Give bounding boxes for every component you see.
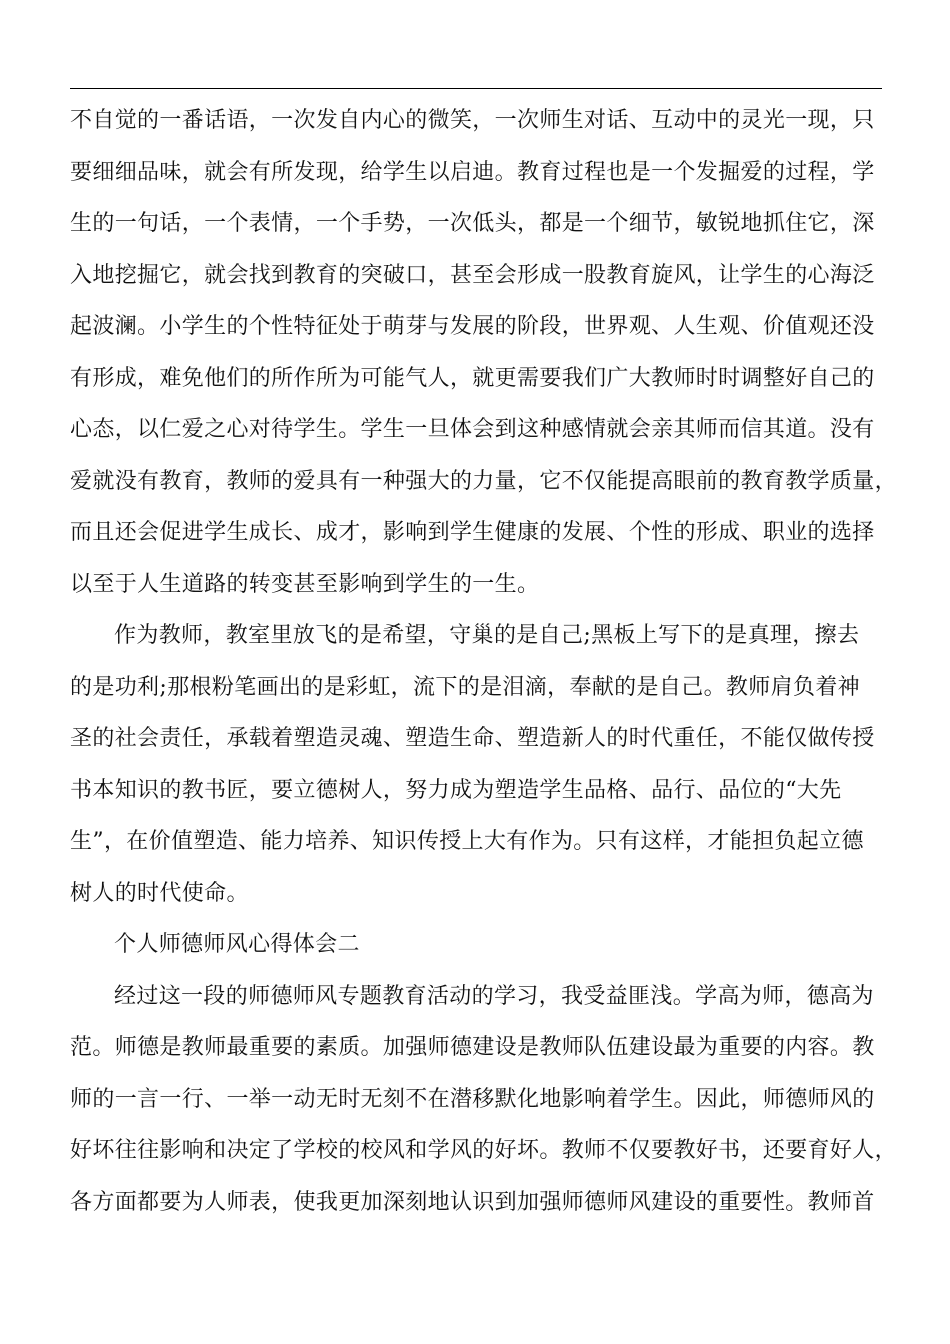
section-title: 个人师德师风心得体会二 (114, 932, 360, 957)
text-line: 生的一句话，一个表情，一个手势，一次低头，都是一个细节，敏锐地抓住它，深 (70, 211, 875, 236)
paragraph-2 (70, 610, 882, 919)
body-text (70, 95, 897, 1228)
text-line: 起波澜。小学生的个性特征处于萌芽与发展的阶段，世界观、人生观、价值观还没 (70, 314, 875, 339)
text-line: 范。师德是教师最重要的素质。加强师德建设是教师队伍建设最为重要的内容。教 (70, 1035, 875, 1060)
text-line: 心态，以仁爱之心对待学生。学生一旦体会到这种感情就会亲其师而信其道。没有 (70, 417, 875, 442)
header-rule (70, 88, 882, 89)
section-heading (70, 919, 882, 971)
text-line: 以至于人生道路的转变甚至影响到学生的一生。 (70, 571, 540, 597)
text-line: 不自觉的一番话语，一次发自内心的微笑，一次师生对话、互动中的灵光一现，只 (70, 108, 875, 133)
text-line: 而且还会促进学生成长、成才，影响到学生健康的发展、个性的形成、职业的选择 (70, 520, 875, 545)
paragraph-3 (70, 971, 897, 1229)
text-line: 树人的时代使命。 (70, 880, 249, 906)
text-line: 作为教师，教室里放飞的是希望，守巢的是自己;黑板上写下的是真理，擦去 (114, 623, 860, 648)
text-line: 好坏往往影响和决定了学校的校风和学风的好坏。教师不仅要教好书，还要育好人， (70, 1138, 897, 1163)
text-line: 爱就没有教育，教师的爱具有一种强大的力量，它不仅能提高眼前的教育教学质量， (70, 468, 897, 494)
text-line: 要细细品味，就会有所发现，给学生以启迪。教育过程也是一个发掘爱的过程，学 (70, 159, 875, 185)
text-line: 各方面都要为人师表，使我更加深刻地认识到加强师德师风建设的重要性。教师首 (70, 1189, 875, 1215)
paragraph-1 (70, 95, 897, 610)
text-line: 书本知识的教书匠，要立德树人，努力成为塑造学生品格、品行、品位的“大先 (70, 777, 842, 803)
text-line: 圣的社会责任，承载着塑造灵魂、塑造生命、塑造新人的时代重任，不能仅做传授 (70, 726, 875, 751)
text-line: 经过这一段的师德师风专题教育活动的学习，我受益匪浅。学高为师，德高为 (114, 983, 874, 1009)
text-line: 师的一言一行、一举一动无时无刻不在潜移默化地影响着学生。因此，师德师风的 (70, 1086, 875, 1112)
text-line: 生”，在价值塑造、能力培养、知识传授上大有作为。只有这样，才能担负起立德 (70, 829, 864, 854)
text-line: 入地挖掘它，就会找到教育的突破口，甚至会形成一股教育旋风，让学生的心海泛 (70, 262, 875, 288)
text-line: 的是功利;那根粉笔画出的是彩虹，流下的是泪滴，奉献的是自己。教师肩负着神 (70, 674, 861, 700)
text-line: 有形成，难免他们的所作所为可能气人，就更需要我们广大教师时时调整好自己的 (70, 365, 875, 391)
